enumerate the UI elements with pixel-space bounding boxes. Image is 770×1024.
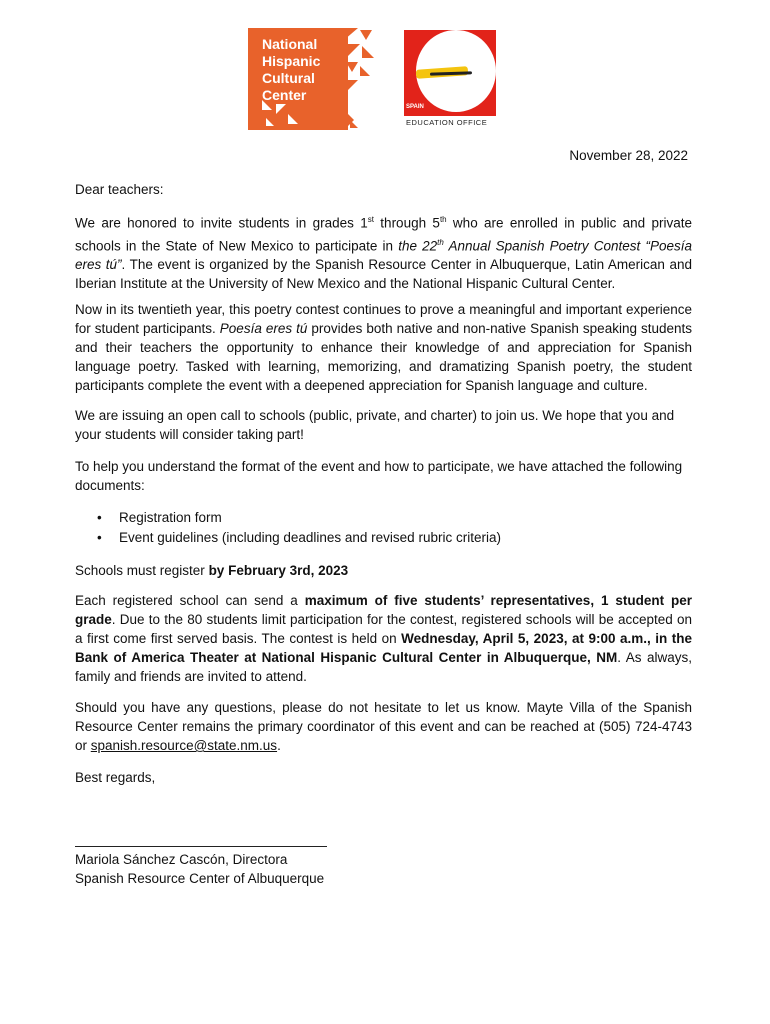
p6-max-students: maximum of five students’ representatives, 1 student per grade <box>75 593 692 627</box>
p1-text-c: who are enrolled in public and private schools in the State of New Mexico to participate in <box>75 215 693 253</box>
signer-name: Mariola Sánchez Cascón, Directora <box>75 852 288 867</box>
p1-contest-name-a: the 22 <box>398 238 438 253</box>
nhcc-line-3: Cultural <box>262 70 315 86</box>
nhcc-logo-text <box>262 36 320 104</box>
p2-text-a: Now in its twentieth year, this poetry contest continues to prove a meaningful and important experience for student participants. <box>75 302 692 336</box>
list-item: • Registration form <box>75 508 501 528</box>
paragraph-background <box>75 300 692 395</box>
attached-documents-list <box>75 508 501 548</box>
p6-text-c: . As always, family and friends are invited to attend. <box>75 650 693 684</box>
p5-deadline: by February 3rd, 2023 <box>208 563 349 578</box>
paragraph-event-details <box>75 591 692 686</box>
p1-text-a: We are honored to invite students in grades 1 <box>75 215 368 231</box>
salutation: Dear teachers: <box>75 182 164 197</box>
p2-text-b: provides both native and non-native Spanish speaking students and their teachers the opportunity to enhance their knowledge of and appreciation for Spanish language poetry. Tasked with learning, memorizing, and dramatizing Spanish poetry, the student participants complete the event with a deepened appreciation for Spanish language and culture. <box>75 321 692 393</box>
nhcc-lower-pattern-icon <box>262 100 312 130</box>
p1-text-d: . The event is organized by the Spanish Resource Center in Albuquerque, Latin American and Iberian Institute at the University of New Mexico and the National Hispanic Cultural Center. <box>75 257 692 291</box>
p6-text-a: Each registered school can send a <box>75 593 305 608</box>
signer-organization: Spanish Resource Center of Albuquerque <box>75 871 325 886</box>
nhcc-logo <box>248 28 376 130</box>
p1-contest-name-b: Annual Spanish Poetry Contest “Poesía eres tú” <box>75 238 692 272</box>
p1-sup-st: st <box>367 215 374 224</box>
p1-sup-th: th <box>439 215 447 224</box>
p6-text-b: . Due to the 80 students limit participation for the contest, registered schools will be accepted on a first come first served basis. The contest is held on <box>75 612 692 646</box>
closing: Best regards, <box>75 770 156 785</box>
nhcc-line-2: Hispanic <box>262 53 321 69</box>
p2-contest-name: Poesía eres tú <box>219 321 308 336</box>
paragraph-registration-deadline <box>75 561 692 580</box>
paragraph-documents-intro: To help you understand the format of the event and how to participate, we have attached the following documents: <box>75 459 683 493</box>
p5-text: Schools must register <box>75 563 209 578</box>
nhcc-line-1: National <box>262 36 318 52</box>
nhcc-triangle-pattern-icon <box>344 28 376 130</box>
spain-logo-label: SPAIN <box>406 104 424 110</box>
spain-education-office-logo <box>400 28 512 128</box>
p7-text-a: Should you have any questions, please do not hesitate to let us know. Mayte Villa of the Spanish Resource Center remains the primary coordinator of this event and can be reached at (505) 724-4743 or <box>75 700 692 753</box>
letter-date: November 28, 2022 <box>569 148 688 163</box>
list-item: • Event guidelines (including deadlines and revised rubric criteria) <box>75 528 501 548</box>
paragraph-contact <box>75 698 692 755</box>
p1-sup-th-2: th <box>437 237 444 247</box>
p1-text-b: through 5 <box>373 215 440 231</box>
spain-logo-office-text: EDUCATION OFFICE <box>406 118 488 127</box>
p6-event-datetime-location: Wednesday, April 5, 2023, at 9:00 a.m., in the Bank of America Theater at National Hispanic Cultural Center in Albuquerque, NM <box>75 631 692 665</box>
p7-text-b: . <box>277 738 281 753</box>
paragraph-invitation <box>75 210 692 293</box>
contact-email-link[interactable]: spanish.resource@state.nm.us <box>90 738 278 753</box>
paragraph-open-call: We are issuing an open call to schools (public, private, and charter) to join us. We hope that you and your students will consider taking part! <box>75 408 675 442</box>
nhcc-line-4: Center <box>262 87 307 103</box>
